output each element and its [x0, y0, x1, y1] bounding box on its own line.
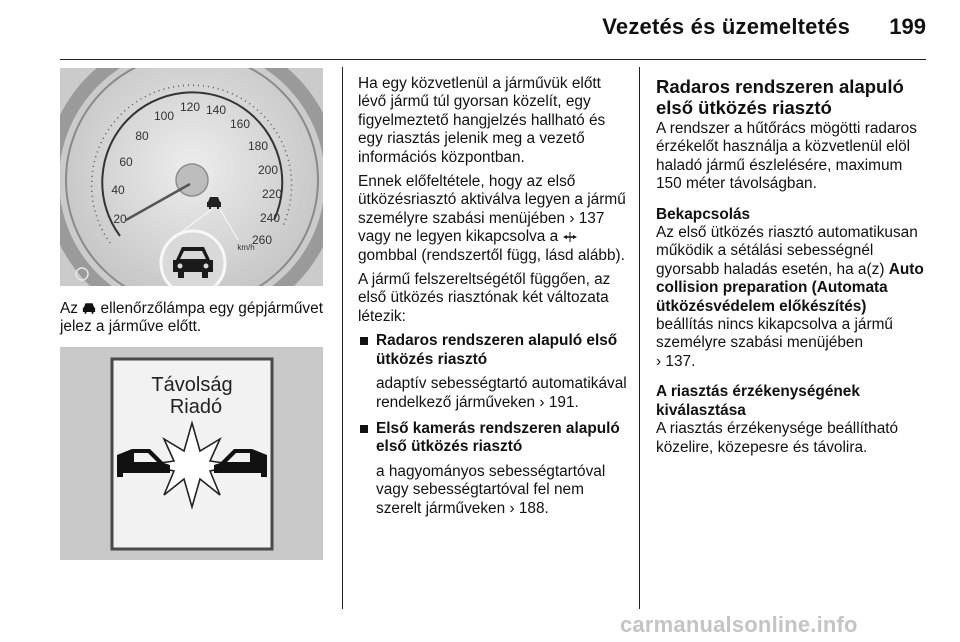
caption-text: Az — [60, 300, 78, 317]
figure-caption — [60, 300, 330, 343]
tick-label: 200 — [257, 163, 279, 177]
paragraph — [358, 173, 628, 265]
paragraph: A riasztás érzékenysége beállítható közelire, közepesre és távolira. — [656, 420, 899, 456]
column-divider — [342, 67, 343, 609]
collision-alert-button-icon — [562, 231, 578, 243]
paragraph — [656, 224, 926, 371]
car-front-icon — [82, 302, 96, 315]
paragraph-text: beállítás nincs kikapcsolva a jármű személyre szabási menüjében — [656, 316, 893, 352]
page-ref: 137. — [665, 352, 696, 370]
caption-text: ellenőrzőlámpa egy gépjárművet jelez a járműve előtt. — [60, 300, 323, 336]
page-ref-arrow-icon: › — [656, 352, 662, 370]
setting-name: Auto collision preparation (Automata ütközésvédelem előkészítés) — [656, 260, 924, 315]
tick-label: 100 — [153, 109, 175, 123]
tick-label: 60 — [119, 155, 133, 169]
tick-label: 220 — [261, 187, 283, 201]
column-right — [656, 76, 926, 463]
paragraph-text: gombbal (rendszertől függ, lásd alább). — [358, 246, 625, 264]
distance-alert-illustration — [60, 347, 323, 560]
tick-label: 120 — [179, 100, 201, 114]
header-rule — [60, 59, 926, 60]
speed-unit: km/h — [237, 243, 255, 252]
speedometer-illustration — [60, 68, 323, 286]
column-middle — [358, 75, 628, 518]
list-item-body — [376, 375, 628, 412]
page-number: 199 — [889, 14, 926, 39]
paragraph: A jármű felszereltségétől függően, az első ütközés riasztónak két változata létezik: — [358, 271, 611, 325]
subsection-heading: Bekapcsolás — [656, 205, 751, 223]
paragraph-text: vagy ne legyen kikapcsolva a — [358, 228, 559, 246]
distance-alert-figure — [60, 347, 323, 560]
list-item-title: Első kamerás rendszeren alapuló első ütközés riasztó — [376, 419, 620, 456]
list-item-title: Radaros rendszeren alapuló első ütközés riasztó — [376, 332, 618, 368]
list-item-text: adaptív sebességtartó automatikával rendelkező járműveken — [376, 375, 627, 411]
tick-label: 260 — [251, 233, 273, 247]
section-heading: Radaros rendszeren alapuló első ütközés riasztó — [656, 76, 904, 118]
tick-label: 160 — [229, 117, 251, 131]
paragraph-text: Ennek előfeltétele, hogy az első ütközésriasztó aktiválva legyen a jármű személyre szabási menüjében — [358, 173, 626, 227]
page-ref-arrow-icon: › — [569, 209, 575, 227]
page-ref: 188. — [518, 499, 549, 517]
watermark: carmanualsonline.info — [620, 612, 858, 637]
page-ref-arrow-icon: › — [539, 393, 545, 411]
list-item-body — [376, 463, 628, 518]
bullet-square-icon — [360, 337, 368, 345]
bullet-square-icon — [360, 425, 368, 433]
column-divider — [639, 67, 640, 609]
tick-label: 20 — [113, 212, 127, 226]
speedometer-figure — [60, 68, 323, 286]
subsection-heading: A riasztás érzékenységének kiválasztása — [656, 383, 860, 419]
alert-line-1: Távolság — [151, 374, 233, 396]
list-item — [358, 332, 628, 412]
tick-label: 180 — [247, 139, 269, 153]
tick-label: 80 — [135, 129, 149, 143]
page-ref: 191. — [548, 393, 579, 411]
paragraph: Ha egy közvetlenül a járművük előtt lévő jármű túl gyorsan közelít, egy figyelmeztető hangjelzés hallható és egy riasztás jelenik meg a vezető információs központban. — [358, 75, 606, 166]
page-title: Vezetés és üzemeltetés — [602, 14, 850, 39]
tick-label: 140 — [205, 103, 227, 117]
paragraph: A rendszer a hűtőrács mögötti radaros érzékelőt használja a közvetlenül elöl haladó jármű észlelésére, maximum 150 méter távolságban. — [656, 120, 917, 193]
paragraph-text: Az első ütközés riasztó automatikusan működik a sétálási sebességnél gyorsabb haladás esetén, ha a(z) — [656, 224, 918, 278]
alert-line-2: Riadó — [169, 396, 223, 418]
list-item — [358, 420, 628, 518]
page-ref: 137 — [578, 209, 605, 227]
page-ref-arrow-icon: › — [509, 499, 515, 517]
tick-label: 40 — [111, 183, 125, 197]
list-item-text: a hagyományos sebességtartóval vagy sebességtartóval fel nem szerelt járműveken — [376, 462, 606, 517]
tick-label: 240 — [259, 211, 281, 225]
